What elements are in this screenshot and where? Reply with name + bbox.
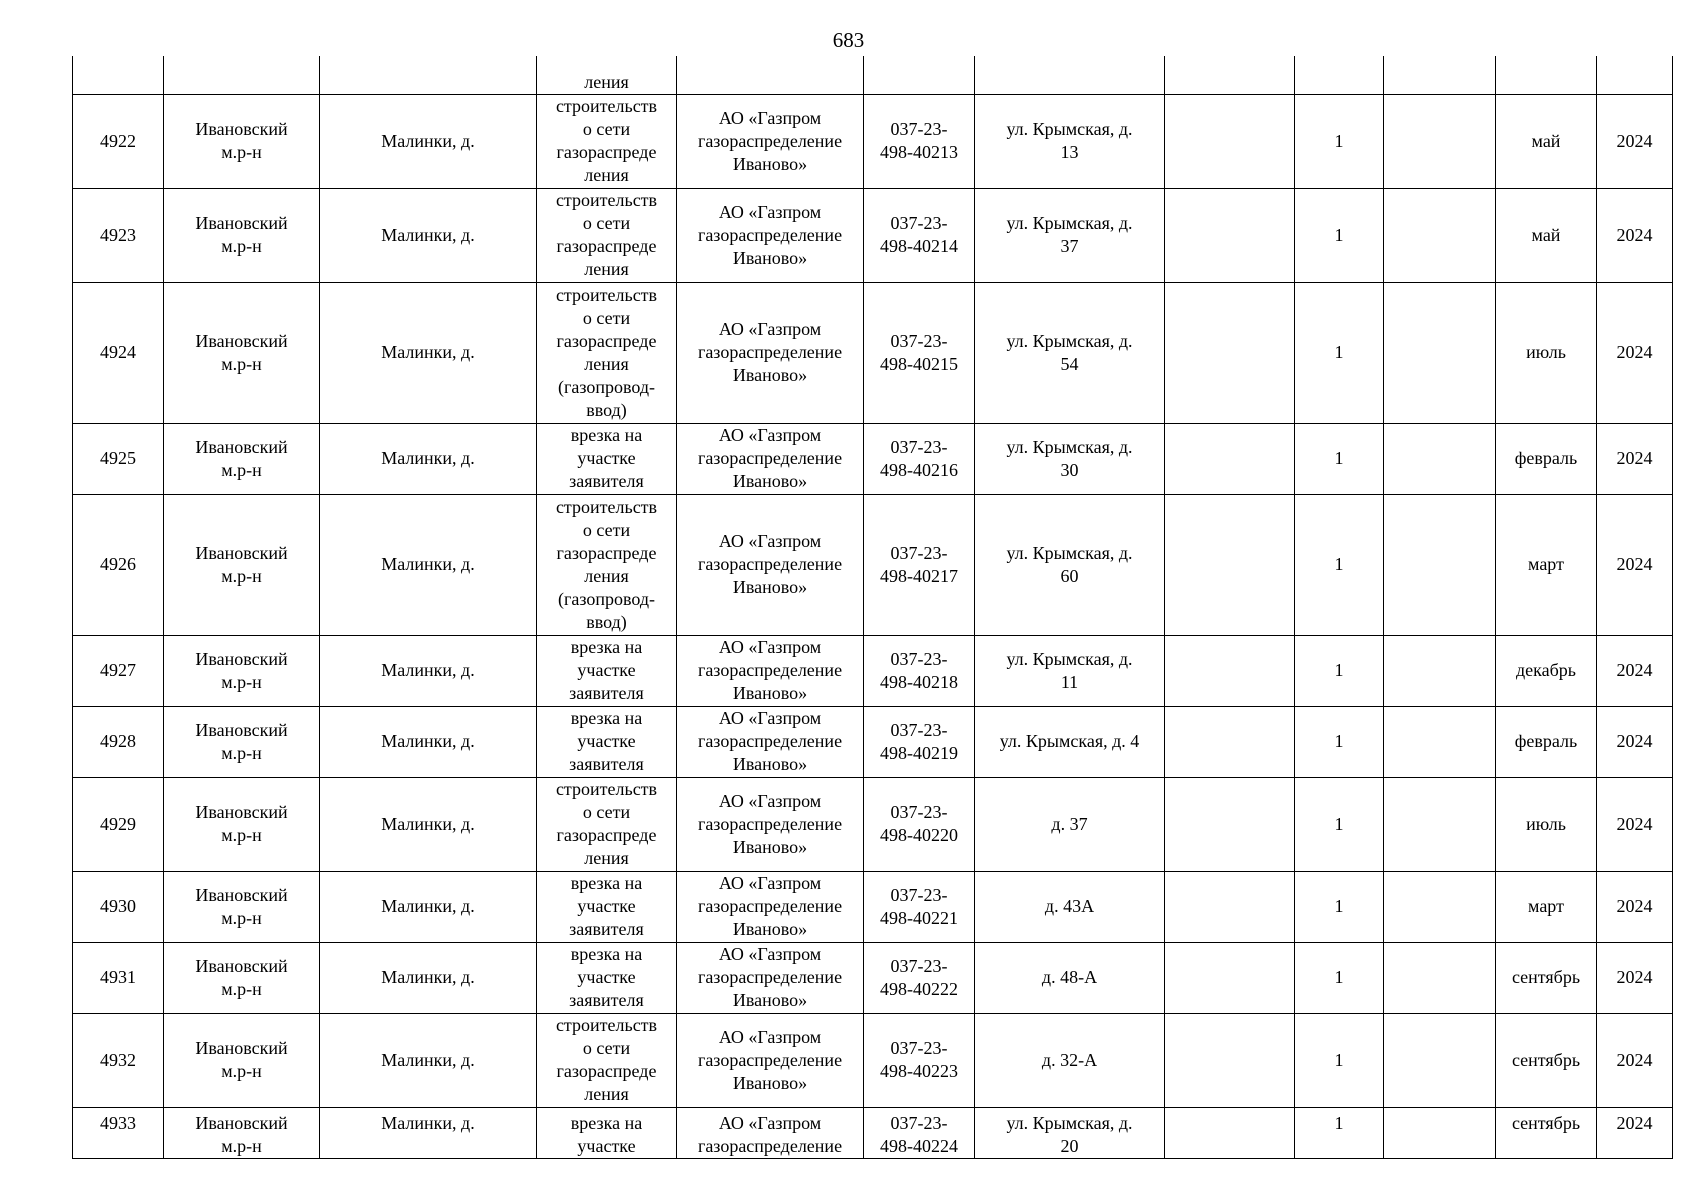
- cell-num: 4928: [73, 706, 164, 777]
- cell-org: АО «Газпром газораспределение Иваново»: [677, 942, 864, 1013]
- cell-locality: Малинки, д.: [320, 282, 537, 423]
- cell-org: АО «Газпром газораспределение Иваново»: [677, 494, 864, 635]
- table-row: [73, 188, 1673, 282]
- cell-address: ул. Крымская, д. 4: [975, 706, 1165, 777]
- cell-code: 037-23- 498-40221: [864, 871, 975, 942]
- cell-code: 037-23- 498-40213: [864, 94, 975, 188]
- cell-extra2: [1384, 56, 1496, 94]
- table-row: [73, 942, 1673, 1013]
- cell-extra2: [1384, 942, 1496, 1013]
- cell-year: 2024: [1597, 188, 1673, 282]
- cell-year: 2024: [1597, 282, 1673, 423]
- cell-month: май: [1496, 94, 1597, 188]
- cell-extra1: [1165, 94, 1295, 188]
- cell-locality: Малинки, д.: [320, 94, 537, 188]
- cell-extra1: [1165, 188, 1295, 282]
- cell-extra1: [1165, 1107, 1295, 1158]
- cell-address: ул. Крымская, д. 60: [975, 494, 1165, 635]
- cell-qty: 1: [1295, 1013, 1384, 1107]
- cell-qty: [1295, 56, 1384, 94]
- cell-month: [1496, 56, 1597, 94]
- cell-year: 2024: [1597, 94, 1673, 188]
- cell-code: 037-23- 498-40223: [864, 1013, 975, 1107]
- cell-code: 037-23- 498-40224: [864, 1107, 975, 1158]
- cell-locality: Малинки, д.: [320, 706, 537, 777]
- cell-locality: Малинки, д.: [320, 777, 537, 871]
- cell-qty: 1: [1295, 635, 1384, 706]
- table-row: [73, 282, 1673, 423]
- cell-num: 4922: [73, 94, 164, 188]
- cell-district: Ивановский м.р-н: [164, 942, 320, 1013]
- cell-district: Ивановский м.р-н: [164, 1013, 320, 1107]
- cell-work-type: врезка на участке заявителя: [537, 423, 677, 494]
- cell-work-type: врезка на участке заявителя: [537, 706, 677, 777]
- cell-org: [677, 56, 864, 94]
- cell-extra1: [1165, 706, 1295, 777]
- cell-extra1: [1165, 635, 1295, 706]
- cell-work-type: строительств о сети газораспреде ления (газопровод- ввод): [537, 494, 677, 635]
- cell-locality: Малинки, д.: [320, 1013, 537, 1107]
- cell-extra1: [1165, 1013, 1295, 1107]
- cell-year: 2024: [1597, 777, 1673, 871]
- cell-address: ул. Крымская, д. 30: [975, 423, 1165, 494]
- table-row: [73, 871, 1673, 942]
- cell-code: 037-23- 498-40214: [864, 188, 975, 282]
- cell-work-type: строительств о сети газораспреде ления: [537, 1013, 677, 1107]
- cell-extra2: [1384, 635, 1496, 706]
- cell-extra1: [1165, 494, 1295, 635]
- cell-extra2: [1384, 94, 1496, 188]
- cell-address: ул. Крымская, д. 20: [975, 1107, 1165, 1158]
- cell-num: 4923: [73, 188, 164, 282]
- cell-org: АО «Газпром газораспределение Иваново»: [677, 635, 864, 706]
- cell-extra2: [1384, 706, 1496, 777]
- cell-year: 2024: [1597, 871, 1673, 942]
- cell-month: июль: [1496, 282, 1597, 423]
- cell-year: 2024: [1597, 494, 1673, 635]
- cell-work-type: строительств о сети газораспреде ления: [537, 94, 677, 188]
- cell-district: Ивановский м.р-н: [164, 188, 320, 282]
- cell-work-type: врезка на участке заявителя: [537, 942, 677, 1013]
- cell-code: 037-23- 498-40222: [864, 942, 975, 1013]
- cell-year: 2024: [1597, 942, 1673, 1013]
- cell-work-type: строительств о сети газораспреде ления: [537, 777, 677, 871]
- cell-district: Ивановский м.р-н: [164, 706, 320, 777]
- table-row: [73, 1013, 1673, 1107]
- cell-month: сентябрь: [1496, 942, 1597, 1013]
- cell-address: [975, 56, 1165, 94]
- cell-org: АО «Газпром газораспределение Иваново»: [677, 282, 864, 423]
- table-row: [73, 706, 1673, 777]
- cell-num: 4926: [73, 494, 164, 635]
- cell-locality: Малинки, д.: [320, 494, 537, 635]
- table-row-continued: [73, 56, 1673, 94]
- cell-address: ул. Крымская, д. 13: [975, 94, 1165, 188]
- cell-num: 4924: [73, 282, 164, 423]
- cell-address: ул. Крымская, д. 37: [975, 188, 1165, 282]
- registry-table: [72, 56, 1673, 1159]
- table-row: [73, 94, 1673, 188]
- cell-code: 037-23- 498-40220: [864, 777, 975, 871]
- cell-year: 2024: [1597, 423, 1673, 494]
- cell-locality: Малинки, д.: [320, 1107, 537, 1158]
- cell-extra2: [1384, 282, 1496, 423]
- cell-num: 4930: [73, 871, 164, 942]
- cell-work-type: строительств о сети газораспреде ления: [537, 188, 677, 282]
- cell-qty: 1: [1295, 282, 1384, 423]
- cell-district: Ивановский м.р-н: [164, 777, 320, 871]
- cell-locality: Малинки, д.: [320, 871, 537, 942]
- cell-qty: 1: [1295, 706, 1384, 777]
- cell-qty: 1: [1295, 777, 1384, 871]
- cell-org: АО «Газпром газораспределение: [677, 1107, 864, 1158]
- cell-year: 2024: [1597, 1013, 1673, 1107]
- cell-code: 037-23- 498-40218: [864, 635, 975, 706]
- cell-locality: Малинки, д.: [320, 188, 537, 282]
- cell-district: [164, 56, 320, 94]
- cell-work-type: строительств о сети газораспреде ления (газопровод- ввод): [537, 282, 677, 423]
- table-row: [73, 1107, 1673, 1158]
- cell-work-type: врезка на участке заявителя: [537, 871, 677, 942]
- cell-year: 2024: [1597, 1107, 1673, 1158]
- cell-qty: 1: [1295, 1107, 1384, 1158]
- cell-qty: 1: [1295, 871, 1384, 942]
- cell-extra1: [1165, 871, 1295, 942]
- cell-address: д. 48-А: [975, 942, 1165, 1013]
- cell-month: май: [1496, 188, 1597, 282]
- cell-num: 4927: [73, 635, 164, 706]
- cell-extra1: [1165, 423, 1295, 494]
- cell-month: март: [1496, 494, 1597, 635]
- cell-extra1: [1165, 942, 1295, 1013]
- cell-year: 2024: [1597, 635, 1673, 706]
- table-row: [73, 777, 1673, 871]
- cell-district: Ивановский м.р-н: [164, 635, 320, 706]
- cell-locality: Малинки, д.: [320, 942, 537, 1013]
- cell-org: АО «Газпром газораспределение Иваново»: [677, 777, 864, 871]
- cell-org: АО «Газпром газораспределение Иваново»: [677, 706, 864, 777]
- cell-month: сентябрь: [1496, 1107, 1597, 1158]
- cell-extra2: [1384, 777, 1496, 871]
- cell-district: Ивановский м.р-н: [164, 282, 320, 423]
- cell-work-type: врезка на участке: [537, 1107, 677, 1158]
- table-row: [73, 635, 1673, 706]
- cell-address: д. 43А: [975, 871, 1165, 942]
- cell-district: Ивановский м.р-н: [164, 423, 320, 494]
- cell-address: ул. Крымская, д. 11: [975, 635, 1165, 706]
- cell-address: д. 37: [975, 777, 1165, 871]
- cell-extra2: [1384, 1107, 1496, 1158]
- cell-org: АО «Газпром газораспределение Иваново»: [677, 1013, 864, 1107]
- cell-address: д. 32-А: [975, 1013, 1165, 1107]
- cell-month: февраль: [1496, 706, 1597, 777]
- cell-month: декабрь: [1496, 635, 1597, 706]
- cell-month: март: [1496, 871, 1597, 942]
- cell-qty: 1: [1295, 494, 1384, 635]
- cell-qty: 1: [1295, 423, 1384, 494]
- page-number: 683: [832, 28, 865, 52]
- cell-month: июль: [1496, 777, 1597, 871]
- cell-district: Ивановский м.р-н: [164, 94, 320, 188]
- cell-extra1: [1165, 777, 1295, 871]
- cell-code: 037-23- 498-40219: [864, 706, 975, 777]
- cell-num: 4925: [73, 423, 164, 494]
- table-row: [73, 423, 1673, 494]
- cell-num: 4931: [73, 942, 164, 1013]
- cell-extra2: [1384, 871, 1496, 942]
- cell-extra2: [1384, 1013, 1496, 1107]
- cell-qty: 1: [1295, 942, 1384, 1013]
- cell-month: февраль: [1496, 423, 1597, 494]
- cell-num: 4932: [73, 1013, 164, 1107]
- cell-district: Ивановский м.р-н: [164, 494, 320, 635]
- cell-code: 037-23- 498-40216: [864, 423, 975, 494]
- cell-extra2: [1384, 188, 1496, 282]
- cell-num: [73, 56, 164, 94]
- cell-month: сентябрь: [1496, 1013, 1597, 1107]
- table-row: [73, 494, 1673, 635]
- cell-extra1: [1165, 282, 1295, 423]
- cell-locality: Малинки, д.: [320, 423, 537, 494]
- cell-org: АО «Газпром газораспределение Иваново»: [677, 423, 864, 494]
- cell-district: Ивановский м.р-н: [164, 871, 320, 942]
- cell-num: 4933: [73, 1107, 164, 1158]
- cell-work-type: врезка на участке заявителя: [537, 635, 677, 706]
- cell-extra2: [1384, 494, 1496, 635]
- cell-locality: Малинки, д.: [320, 635, 537, 706]
- cell-org: АО «Газпром газораспределение Иваново»: [677, 871, 864, 942]
- cell-extra1: [1165, 56, 1295, 94]
- cell-district: Ивановский м.р-н: [164, 1107, 320, 1158]
- cell-org: АО «Газпром газораспределение Иваново»: [677, 94, 864, 188]
- cell-work-type: ления: [537, 56, 677, 94]
- cell-code: 037-23- 498-40215: [864, 282, 975, 423]
- cell-org: АО «Газпром газораспределение Иваново»: [677, 188, 864, 282]
- cell-qty: 1: [1295, 94, 1384, 188]
- cell-address: ул. Крымская, д. 54: [975, 282, 1165, 423]
- cell-qty: 1: [1295, 188, 1384, 282]
- cell-year: [1597, 56, 1673, 94]
- cell-code: 037-23- 498-40217: [864, 494, 975, 635]
- cell-year: 2024: [1597, 706, 1673, 777]
- cell-extra2: [1384, 423, 1496, 494]
- cell-locality: [320, 56, 537, 94]
- cell-num: 4929: [73, 777, 164, 871]
- cell-code: [864, 56, 975, 94]
